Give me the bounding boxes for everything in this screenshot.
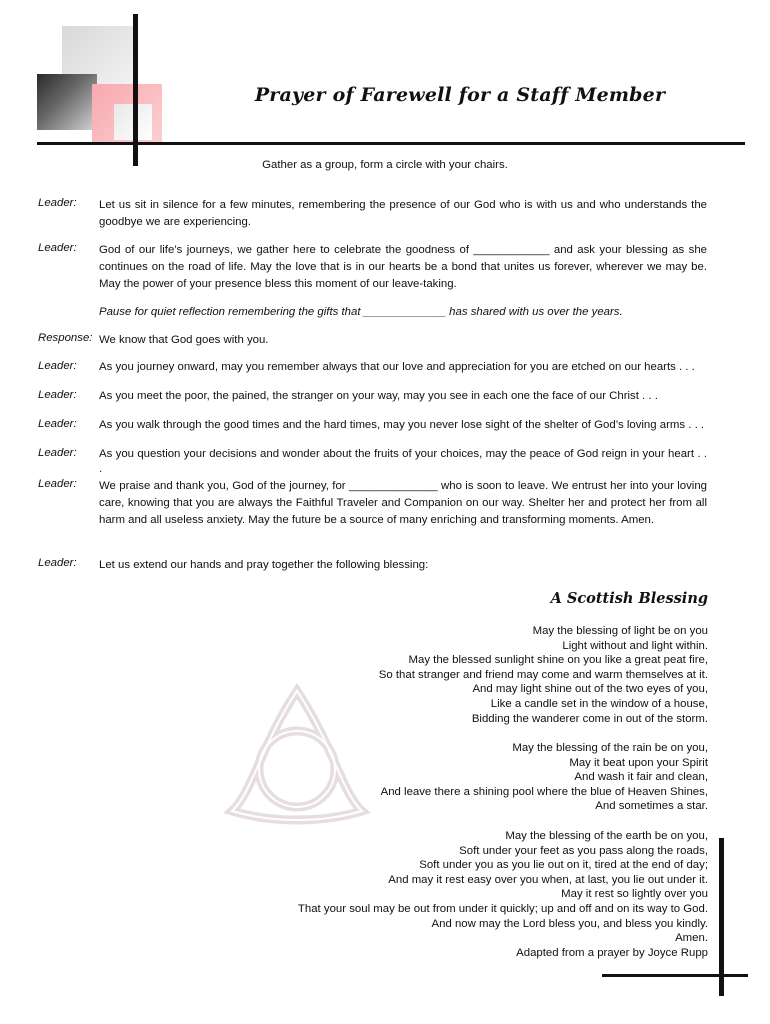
pause-instruction: Pause for quiet reflection remembering the gifts that _____________ has shared with us over the years. [99, 306, 623, 318]
blessing-line: Soft under you as you lie out on it, tired at the end of day; [419, 859, 708, 872]
closing-prayer: We praise and thank you, God of the journey, for ______________ who is soon to leave. We entrust her into your loving care, knowing that you are always the Faithful Traveler and Companion on our way. Shelter her and protect her from all harm and all useless anxiety. May the future be a source of many enriching and transforming moments. Amen. [99, 480, 707, 526]
leader-paragraph-2: God of our life’s journeys, we gather here to celebrate the goodness of ____________ and ask your blessing as she continues on the road of life. May the love that is in our hearts be a bond that unites us forever, wherever we may be. May the power of your presence bless this moment of our leave-taking. [99, 244, 707, 290]
blessing-line: That your soul may be out from under it quickly; up and off and on its way to God. [297, 902, 708, 915]
intro-instruction: Gather as a group, form a circle with your chairs. [262, 159, 508, 171]
blessing-line: So that stranger and friend may come and warm themselves at it. [378, 668, 708, 681]
blessing-stanza-3 [188, 829, 708, 960]
blessing-line: And may light shine out of the two eyes of you, [472, 683, 708, 696]
blessing-line: And wash it fair and clean, [574, 771, 708, 784]
blessing-stanza-2 [188, 741, 708, 814]
decor-horizontal-rule-bottom [602, 974, 748, 977]
blessing-line: And now may the Lord bless you, and bless you kindly. [431, 917, 708, 930]
blessing-title: A Scottish Blessing [550, 590, 708, 607]
blessing-line: May the blessed sunlight shine on you like a great peat fire, [408, 654, 708, 667]
blessing-line: May the blessing of the earth be on you, [505, 830, 708, 842]
blessing-stanza-1 [188, 624, 708, 726]
decor-square-dark [37, 74, 97, 130]
leader-label: Leader: [38, 557, 77, 569]
response-label: Response: [38, 332, 93, 344]
decor-horizontal-rule-top [37, 142, 745, 145]
blessing-line: Amen. [675, 932, 708, 945]
leader-paragraph-1: Let us sit in silence for a few minutes, remembering the presence of our God who is with us and who understands the goodbye we are experiencing. [99, 199, 707, 228]
blessing-line: And sometimes a star. [595, 800, 708, 813]
litany-line-3: As you walk through the good times and the hard times, may you never lose sight of the shelter of God’s loving arms . . . [99, 419, 705, 431]
attribution: Adapted from a prayer by Joyce Rupp [516, 946, 708, 959]
page-title: Prayer of Farewell for a Staff Member [254, 84, 666, 106]
litany-line-2: As you meet the poor, the pained, the stranger on your way, may you see in each one the face of our Christ . . . [99, 390, 658, 402]
blessing-line: And leave there a shining pool where the blue of Heaven Shines, [380, 785, 708, 798]
leader-label: Leader: [38, 360, 77, 372]
blessing-line: Light without and light within. [562, 639, 708, 652]
litany-line-1: As you journey onward, may you remember always that our love and appreciation for you are etched on our hearts . . . [99, 361, 695, 373]
blessing-line: May it rest so lightly over you [561, 888, 708, 901]
blessing-line: Soft under your feet as you pass along the roads, [459, 844, 708, 857]
blessing-line: Bidding the wanderer come in out of the storm. [471, 712, 708, 725]
leader-label: Leader: [38, 242, 77, 254]
leader-label: Leader: [38, 447, 77, 459]
blessing-line: Like a candle set in the window of a house, [490, 697, 708, 710]
blessing-line: And may it rest easy over you when, at last, you lie out under it. [388, 873, 708, 886]
response-text: We know that God goes with you. [99, 334, 269, 346]
leader-label: Leader: [38, 197, 77, 209]
leader-label: Leader: [38, 389, 77, 401]
blessing-line: May the blessing of the rain be on you, [512, 742, 708, 754]
litany-line-4: As you question your decisions and wonder about the fruits of your choices, may the peace of God reign in your heart . . . [99, 448, 707, 475]
decor-vertical-bar-bottom [719, 838, 724, 996]
leader-label: Leader: [38, 418, 77, 430]
blessing-line: May the blessing of light be on you [532, 625, 708, 637]
blessing-invitation: Let us extend our hands and pray together the following blessing: [99, 559, 429, 571]
blessing-line: May it beat upon your Spirit [569, 756, 708, 769]
leader-label: Leader: [38, 478, 77, 490]
